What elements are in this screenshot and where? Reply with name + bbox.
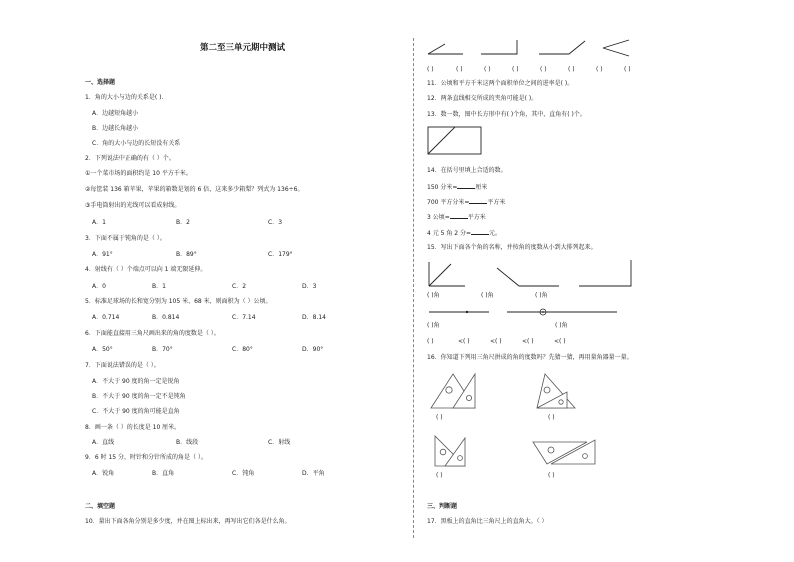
q14-line-2: 700 平方分米= 平方米 [427, 199, 506, 206]
q3-option-a: A．91° [92, 251, 113, 258]
section-judge-heading: 三、判断题 [427, 503, 458, 510]
q10-paren-3: ( ) [484, 66, 491, 73]
q10-paren-6: ( ) [568, 66, 575, 73]
q14-line-1: 150 分米= 厘米 [427, 184, 488, 191]
q4-option-d: D．3 [302, 283, 317, 290]
q6-stem: 6．下面能直接用三角尺画出来的角的度数是（ ）。 [85, 330, 220, 337]
q15-angle-3 [579, 260, 631, 286]
q2-statement-1: ①一个菜市场的面积约是 10 平方千米。 [85, 170, 192, 177]
q15-label-4: ( )角 [427, 322, 440, 329]
q16-paren-1: ( ) [436, 414, 443, 421]
q14-stem: 14．在括号里填上合适的数。 [427, 167, 507, 174]
q15-order-2: <( ) [458, 338, 470, 345]
q16-triangle-figures [427, 368, 617, 478]
q2-stem: 2．下列说法中正确的有（ ）个。 [85, 155, 175, 162]
q13-rectangle-figure [427, 126, 483, 156]
q10-angle-2 [481, 40, 517, 54]
q15-angle-figures [427, 256, 637, 320]
q13-stem: 13．数一数，图中长方形中有( )个角，其中，直角有( )个。 [427, 111, 586, 118]
q11-stem: 11．公顷和平方千米这两个面积单位之间的进率是( )。 [427, 80, 574, 87]
q15-angle-1 [429, 262, 465, 286]
q14-blank-4[interactable] [471, 229, 489, 235]
q9-option-b: B．直角 [152, 470, 175, 477]
q3-option-c: C．179° [268, 251, 293, 258]
q8-option-b: B．线段 [176, 439, 199, 446]
q10-paren-4: ( ) [512, 66, 519, 73]
q4-option-a: A．0 [92, 283, 106, 290]
q15-label-1: ( )角 [427, 292, 440, 299]
q16-stem: 16．你知道下列用三角尺拼成的角的度数吗？先猜一猜，再用量角器量一量。 [427, 354, 633, 361]
column-divider [413, 38, 414, 538]
q15-label-3: ( )角 [535, 292, 548, 299]
section-fill-heading: 二、填空题 [85, 503, 116, 510]
q10-angle-1 [428, 44, 463, 54]
q1-option-c: C．角的大小与边的长短没有关系 [92, 140, 181, 147]
q2-option-c: C．3 [268, 219, 283, 226]
q10-paren-5: ( ) [540, 66, 547, 73]
q14-blank-1[interactable] [457, 183, 475, 189]
q17-stem: 17．黑板上的直角比三角尺上的直角大。（ ） [427, 518, 548, 525]
section-choice-heading: 一、选择题 [85, 79, 116, 86]
q9-stem: 9．6 时 15 分，时针和分针所成的角是（ ）。 [85, 454, 207, 461]
q2-option-a: A．1 [92, 219, 106, 226]
q5-stem: 5．标准足球场的长和宽分别为 105 米、68 米，则面积为（ ）公顷。 [85, 298, 272, 305]
q10-paren-8: ( ) [624, 66, 631, 73]
q1-stem: 1．角的大小与边的关系是( ). [85, 94, 164, 101]
q15-order-3: <( ) [490, 338, 502, 345]
q15-order-5: <( ) [554, 338, 566, 345]
q8-option-a: A．直线 [92, 439, 115, 446]
q16-paren-3: ( ) [436, 472, 443, 479]
q16-paren-2: ( ) [548, 414, 555, 421]
q9-option-d: D．平角 [302, 470, 325, 477]
q14-blank-3[interactable] [450, 213, 468, 219]
q16-paren-4: ( ) [548, 472, 555, 479]
q14-line-3: 3 公顷= 平方米 [427, 214, 486, 221]
q10-paren-7: ( ) [596, 66, 603, 73]
q15-stem: 15．写出下面各个角的名称，并按角的度数从小到大排列起来。 [427, 244, 597, 251]
q2-statement-2: ②每筐装 136 箱苹果，苹果的箱数是划的 6 倍，这来多少箱梨？列式为 136÷6。 [85, 186, 304, 193]
q10-stem: 10．量出下面各角分别是多少度，并在图上标出来，再写出它们各是什么角。 [85, 518, 291, 525]
q6-option-b: B．70° [152, 346, 173, 353]
q15-label-2: ( )角 [481, 292, 494, 299]
q9-option-c: C．钝角 [232, 470, 255, 477]
q4-option-c: C．2 [232, 283, 247, 290]
q7-option-c: C．不大于 90 度的角可能是直角 [92, 408, 180, 415]
q3-stem: 3．下面不属于钝角的是（ ）。 [85, 235, 166, 242]
q6-option-c: C．80° [232, 346, 253, 353]
q15-label-5: ( )角 [555, 322, 568, 329]
q10-angle-figures [425, 36, 635, 60]
q12-stem: 12．两条直线相交所成的夹角可能是( )。 [427, 95, 538, 102]
q10-angle-4 [603, 40, 629, 56]
q15-order-1: ( ) [427, 338, 434, 345]
q6-option-d: D．90° [302, 346, 324, 353]
q8-option-c: C．射线 [268, 439, 291, 446]
q4-option-b: B．1 [152, 283, 166, 290]
q15-order-4: <( ) [522, 338, 534, 345]
q2-option-b: B．2 [176, 219, 190, 226]
q5-option-d: D．8.14 [302, 314, 326, 321]
q3-option-b: B．89° [176, 251, 197, 258]
q1-option-b: B．边越长角越小 [92, 125, 139, 132]
q8-stem: 8．画一条（ ）的长度是 10 厘米。 [85, 424, 181, 431]
q2-statement-3: ③手电筒射出的光线可以看成射线。 [85, 202, 181, 209]
q7-option-b: B．不大于 90 度的角一定不是钝角 [92, 393, 186, 400]
q5-option-b: B．0.814 [152, 314, 180, 321]
q7-option-a: A．不大于 90 度的角一定是锐角 [92, 378, 180, 385]
q10-paren-2: ( ) [456, 66, 463, 73]
page-title: 第二至三单元期中测试 [200, 43, 286, 53]
q9-option-a: A．锐角 [92, 470, 115, 477]
q6-option-a: A．50° [92, 346, 113, 353]
q10-paren-1: ( ) [427, 66, 434, 73]
q15-angle-2 [497, 268, 559, 286]
q14-line-4: 4 元 5 角 2 分= 元。 [427, 230, 502, 237]
q10-angle-3 [539, 41, 585, 54]
q4-stem: 4．射线有（ ）个端点可以向 1 端无限延伸。 [85, 266, 207, 273]
q14-blank-2[interactable] [469, 198, 487, 204]
q1-option-a: A．边越短角越小 [92, 110, 139, 117]
q5-option-c: C．7.14 [232, 314, 256, 321]
q7-stem: 7．下面说法错误的是（ ）。 [85, 362, 160, 369]
q5-option-a: A．0.714 [92, 314, 120, 321]
